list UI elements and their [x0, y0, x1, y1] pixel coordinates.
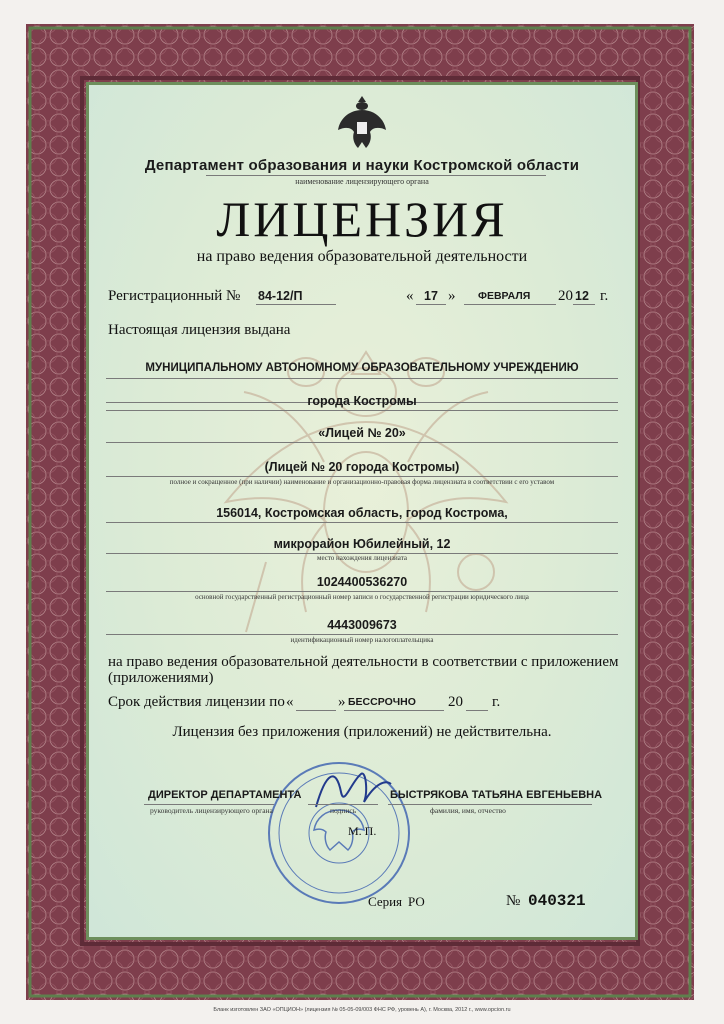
signer-name: БЫСТРЯКОВА ТАТЬЯНА ЕВГЕНЬЕВНА [390, 789, 603, 801]
issued-to-line1: МУНИЦИПАЛЬНОМУ АВТОНОМНОМУ ОБРАЗОВАТЕЛЬНОМУ УЧРЕЖДЕНИЮ [145, 362, 579, 374]
date-quote-close: » [448, 288, 456, 304]
purpose-line2: (приложениями) [108, 670, 214, 686]
registration-day-line [416, 304, 446, 305]
address-line1: 156014, Костромская область, город Кострома, [216, 506, 508, 520]
issued-to-label: Настоящая лицензия выдана [108, 322, 291, 338]
issued-to-caption: полное и сокращенное (при наличии) наименование и организационно-правовая форма лицензиата в соответствии с его уставом [169, 478, 555, 486]
issued-to-line2-rule [106, 410, 618, 411]
date-quote-open: « [406, 288, 414, 304]
signature-caption: подпись [330, 806, 357, 815]
document-subtitle: на право ведения образовательной деятельности [196, 248, 528, 265]
issued-to-line2: города Костромы [307, 394, 417, 408]
purpose-line1: на право ведения образовательной деятельности в соответствии с приложением [108, 654, 619, 670]
validity-year-prefix: 20 [448, 694, 463, 710]
signer-name-rule [388, 804, 592, 805]
coat-of-arms-icon [336, 94, 388, 152]
ogrn-caption: основной государственный регистрационный номер записи о государственной регистрации юридического лица [195, 593, 529, 601]
signer-position-rule [144, 804, 274, 805]
validity-quote-open: « [286, 694, 294, 710]
inn-value: 4443009673 [327, 618, 397, 632]
inn-rule [106, 634, 618, 635]
registration-number: 84-12/П [258, 289, 303, 303]
series-label: Серия [368, 894, 403, 909]
validity-value-line [344, 710, 444, 711]
issued-to-line4-rule [106, 476, 618, 477]
license-body [86, 82, 638, 940]
validity-year-line [466, 710, 488, 711]
registration-year-unit: г. [600, 288, 609, 304]
issuer-name: Департамент образования и науки Костромской области [144, 157, 580, 174]
stamp-place-mark: М. П. [348, 824, 377, 838]
validity-day-line [296, 710, 336, 711]
signature-rule [308, 804, 378, 805]
blank-number: 040321 [528, 892, 586, 910]
registration-month-line [464, 304, 556, 305]
signer-position: ДИРЕКТОР ДЕПАРТАМЕНТА [148, 789, 302, 801]
document-title: ЛИЦЕНЗИЯ [216, 191, 508, 247]
signer-name-caption: фамилия, имя, отчество [430, 806, 506, 815]
ogrn-value: 1024400536270 [316, 575, 408, 589]
registration-year-prefix: 20 [558, 288, 573, 304]
address-caption: место нахождения лицензиата [317, 554, 407, 562]
registration-number-line [256, 304, 336, 305]
validity-label: Срок действия лицензии по [108, 694, 285, 710]
registration-year-suffix: 12 [575, 289, 589, 303]
printer-footer: Бланк изготовлен ЗАО «ОПЦИОН» (лицензия № 05-05-09/003 ФНС РФ, уровень А), г. Москва, 2012 г., www.opcion.ru [213, 1007, 511, 1013]
registration-day: 17 [424, 289, 438, 303]
registration-label: Регистрационный № [108, 288, 241, 304]
series-value: РО [408, 894, 425, 909]
issued-to-line1-rule [106, 378, 618, 379]
registration-year-line [573, 304, 595, 305]
registration-month: ФЕВРАЛЯ [478, 290, 531, 302]
address-line1-rule [106, 522, 618, 523]
issued-to-line4: (Лицей № 20 города Костромы) [264, 460, 460, 474]
issuer-underline [206, 175, 546, 176]
issued-to-line3: «Лицей № 20» [318, 426, 406, 440]
validity-year-unit: г. [492, 694, 501, 710]
validity-quote-close: » [338, 694, 346, 710]
address-line2: микрорайон Юбилейный, 12 [273, 537, 451, 551]
signer-position-caption: руководитель лицензирующего органа [150, 806, 273, 815]
notice-text: Лицензия без приложения (приложений) не действительна. [172, 724, 552, 740]
issued-to-line3-rule [106, 442, 618, 443]
validity-value: БЕССРОЧНО [348, 696, 416, 708]
ogrn-rule [106, 591, 618, 592]
blank-number-label: № [506, 893, 521, 909]
inn-caption: идентификационный номер налогоплательщика [290, 636, 434, 644]
issuer-caption: наименование лицензирующего органа [295, 177, 429, 186]
